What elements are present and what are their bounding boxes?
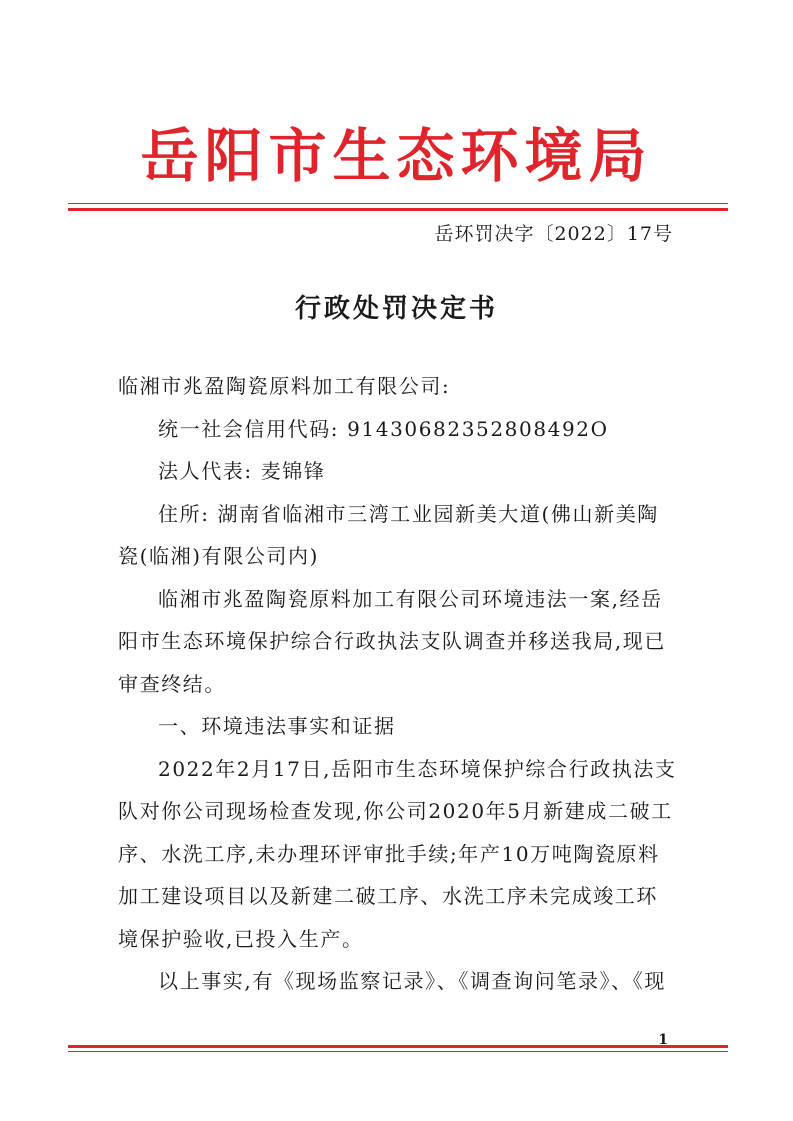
recipient-line: 临湘市兆盈陶瓷原料加工有限公司: (118, 374, 451, 398)
document-title: 行政处罚决定书 (294, 294, 498, 324)
intro-paragraph: 临湘市兆盈陶瓷原料加工有限公司环境违法一案,经岳阳市生态环境保护综合行政执法支队调查并移送我局,现已审查终结。 (118, 586, 666, 696)
address-line: 住所: 湖南省临湘市三湾工业园新美大道(佛山新美陶瓷(临湘)有限公司内) (118, 501, 659, 568)
document-body (118, 365, 678, 1003)
evidence-paragraph: 以上事实,有《现场监察记录》、《调查询问笔录》、《现 (158, 969, 666, 993)
masthead-rule-top (68, 203, 728, 204)
legal-representative-line: 法人代表: 麦锦锋 (158, 459, 326, 483)
section-heading: 一、环境违法事实和证据 (158, 714, 396, 738)
credit-code-line: 统一社会信用代码: 91430682352808492O (158, 416, 609, 441)
footer-rule-bottom (68, 1051, 728, 1052)
footer-rule-top (68, 1045, 728, 1048)
facts-paragraph: 2022年2月17日,岳阳市生态环境保护综合行政执法支队对你公司现场检查发现,你公司2020年5月新建成二破工序、水洗工序,未办理环评审批手续;年产10万吨陶瓷原料加工建设项目以及新建二破工序、水洗工序未完成竣工环境保护验收,已投入生产。 (118, 756, 677, 951)
document-number: 岳环罚决字〔2022〕17号 (434, 223, 673, 245)
masthead-rule-bottom (68, 208, 728, 211)
agency-masthead: 岳阳市生态环境局 (140, 122, 653, 190)
page-number: 1 (658, 1032, 668, 1048)
